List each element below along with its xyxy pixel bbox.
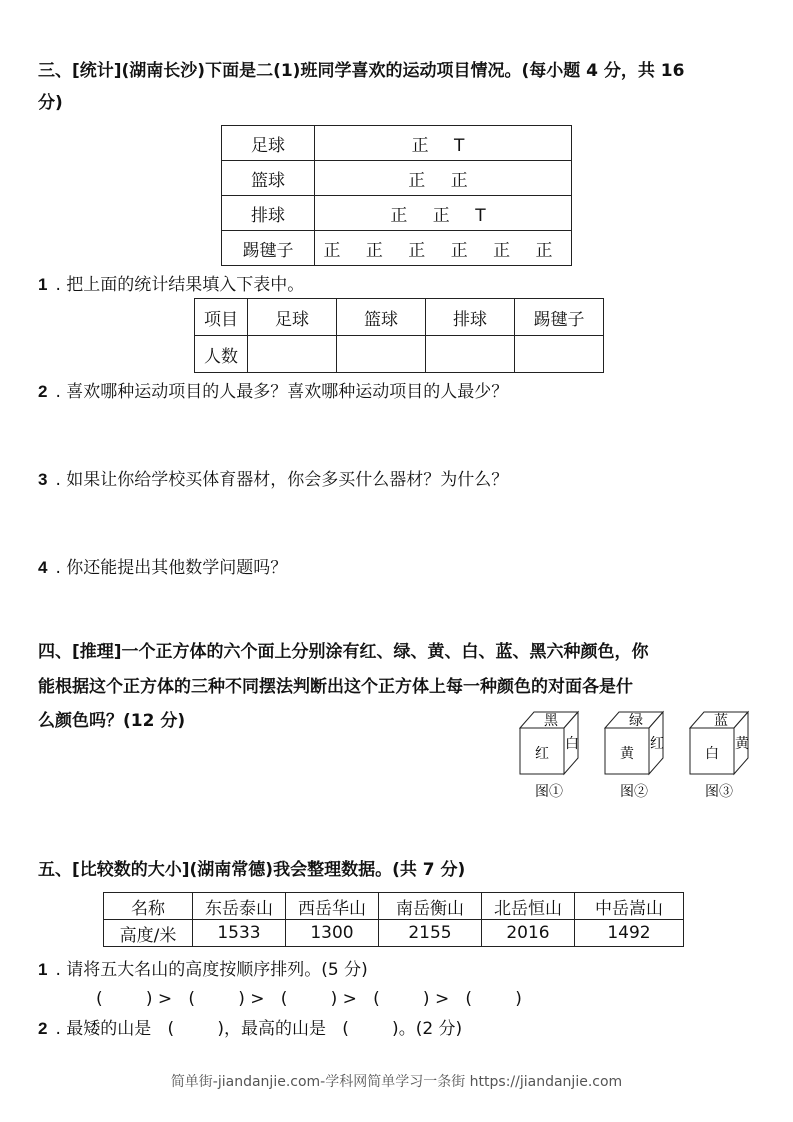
cube-caption: 图① xyxy=(535,784,563,800)
cube-front-label: 黄 xyxy=(620,746,634,762)
header-cell: 北岳恒山 xyxy=(482,893,575,920)
table-row xyxy=(222,196,572,231)
sport-cell: 排球 xyxy=(222,196,315,231)
header-cell: 篮球 xyxy=(337,299,426,336)
sport-cell: 足球 xyxy=(222,126,315,161)
question-number: 1 xyxy=(38,960,48,979)
question-number: 2 xyxy=(38,382,48,401)
question-2 xyxy=(38,381,508,403)
sport-cell: 踢毽子 xyxy=(222,231,315,266)
question-number: 3 xyxy=(38,470,48,489)
cube-top-label: 蓝 xyxy=(714,713,728,729)
order-answer-line[interactable]: ( ) > ( ) > ( ) > ( ) > ( ) xyxy=(96,989,522,1009)
question-number: 4 xyxy=(38,558,48,577)
row-label-cell: 人数 xyxy=(195,336,248,373)
tally-cell: 正 正 T xyxy=(315,196,572,231)
section3-title-line1: 三、[统计](湖南长沙)下面是二(1)班同学喜欢的运动项目情况。(每小题 4 分，共 16 xyxy=(38,61,685,81)
tally-cell: 正 正 正 正 正 正 xyxy=(315,231,572,266)
mountain-table xyxy=(103,892,684,947)
cube-side-label: 白 xyxy=(565,736,579,752)
height-cell: 2155 xyxy=(379,920,482,947)
cube-3 xyxy=(690,712,750,774)
header-cell: 项目 xyxy=(195,299,248,336)
section3-title-line2: 分) xyxy=(38,93,63,113)
header-cell: 东岳泰山 xyxy=(193,893,286,920)
question-text: . 你还能提出其他数学问题吗？ xyxy=(55,558,288,578)
s5-question-2 xyxy=(38,1018,462,1040)
answer-cell[interactable] xyxy=(515,336,604,373)
question-1 xyxy=(38,274,304,296)
cube-top-label: 黑 xyxy=(544,713,558,729)
answer-cell[interactable] xyxy=(248,336,337,373)
sport-cell: 篮球 xyxy=(222,161,315,196)
question-text: . 喜欢哪种运动项目的人最多？喜欢哪种运动项目的人最少？ xyxy=(55,382,509,402)
cube-caption: 图③ xyxy=(705,784,733,800)
cube-side-label: 黄 xyxy=(735,736,749,752)
question-number: 2 xyxy=(38,1019,48,1038)
section5-title: 五、[比较数的大小](湖南常德)我会整理数据。(共 7 分) xyxy=(38,860,466,880)
footer-watermark: 简单街-jiandanjie.com-学科网简单学习一条街 https://jiandanjie.com xyxy=(170,1074,623,1090)
cube-top-label: 绿 xyxy=(629,713,643,729)
table-row xyxy=(104,893,684,920)
table-row xyxy=(222,161,572,196)
header-cell: 名称 xyxy=(104,893,193,920)
table-row xyxy=(222,231,572,266)
height-cell: 1533 xyxy=(193,920,286,947)
table-row xyxy=(222,126,572,161)
tally-cell: 正 T xyxy=(315,126,572,161)
cube-1 xyxy=(520,712,579,774)
header-cell: 西岳华山 xyxy=(286,893,379,920)
cube-front-label: 红 xyxy=(535,746,549,762)
fill-table xyxy=(194,298,604,373)
header-cell: 踢毽子 xyxy=(515,299,604,336)
s5-question-1 xyxy=(38,959,368,981)
cube-front-label: 白 xyxy=(705,746,719,762)
answer-cell[interactable] xyxy=(426,336,515,373)
cube-caption: 图② xyxy=(620,784,648,800)
table-row xyxy=(104,920,684,947)
question-text: . 如果让你给学校买体育器材，你会多买什么器材？为什么？ xyxy=(55,470,509,490)
section4-line3: 么颜色吗？(12 分) xyxy=(38,711,186,731)
cube-side-label: 红 xyxy=(650,736,664,752)
tally-table xyxy=(221,125,572,266)
question-number: 1 xyxy=(38,275,48,294)
height-cell: 1492 xyxy=(575,920,684,947)
height-cell: 1300 xyxy=(286,920,379,947)
section4-line2: 能根据这个正方体的三种不同摆法判断出这个正方体上每一种颜色的对面各是什 xyxy=(38,677,633,697)
question-text: . 最矮的山是 ( )，最高的山是 ( )。(2 分) xyxy=(55,1019,463,1039)
cube-2 xyxy=(605,712,664,774)
question-text: . 把上面的统计结果填入下表中。 xyxy=(55,275,305,295)
row-label-cell: 高度/米 xyxy=(104,920,193,947)
height-cell: 2016 xyxy=(482,920,575,947)
answer-cell[interactable] xyxy=(337,336,426,373)
header-cell: 中岳嵩山 xyxy=(575,893,684,920)
tally-cell: 正 正 xyxy=(315,161,572,196)
table-row xyxy=(195,336,604,373)
cube-figures xyxy=(510,706,770,806)
question-text: . 请将五大名山的高度按顺序排列。(5 分) xyxy=(55,960,368,980)
header-cell: 南岳衡山 xyxy=(379,893,482,920)
table-row xyxy=(195,299,604,336)
header-cell: 足球 xyxy=(248,299,337,336)
section4-line1: 四、[推理]一个正方体的六个面上分别涂有红、绿、黄、白、蓝、黑六种颜色，你 xyxy=(38,642,649,662)
question-3 xyxy=(38,469,508,491)
question-4 xyxy=(38,557,287,579)
header-cell: 排球 xyxy=(426,299,515,336)
